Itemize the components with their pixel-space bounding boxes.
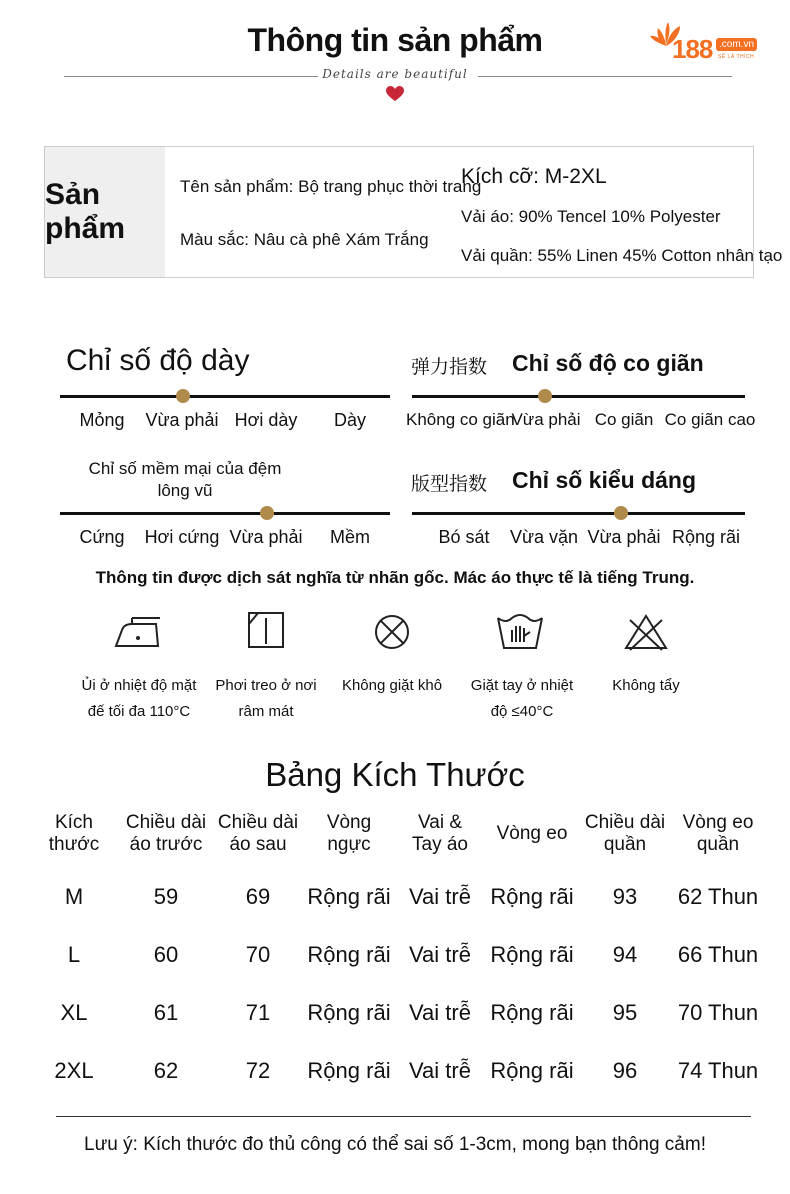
product-info-box	[44, 146, 783, 278]
translation-note: Thông tin được dịch sát nghĩa từ nhãn gốc. Mác áo thực tế là tiếng Trung.	[95, 568, 695, 587]
size-table-cell: M	[64, 884, 84, 909]
size-table-cell: Rộng rãi	[490, 884, 574, 909]
elasticity-tick: Vừa phải	[511, 410, 581, 429]
page-subtitle: Details are beautiful	[322, 67, 468, 81]
size-table-cell: 94	[612, 942, 638, 967]
iron-icon	[110, 612, 170, 652]
size-table-cell: Vai trễ	[409, 1058, 471, 1083]
hang-dry-shade-icon	[236, 610, 296, 650]
footnote: Lưu ý: Kích thước đo thủ công có thể sai số 1-3cm, mong bạn thông cảm!	[84, 1134, 706, 1155]
size-table-header: Chiều dài áo sau	[217, 812, 299, 855]
elasticity-scale-line	[412, 395, 745, 398]
softness-tick: Vừa phải	[229, 527, 303, 547]
size-table-header: Kích thước	[48, 812, 100, 855]
size-table-cell: 71	[245, 1000, 271, 1025]
size-table-cell: 95	[612, 1000, 638, 1025]
size-table-cell: Vai trễ	[409, 884, 471, 909]
logo-number: 188	[672, 34, 713, 64]
size-table-cell: Rộng rãi	[490, 1000, 574, 1025]
fit-cn-title: 版型指数	[411, 474, 488, 495]
size-table-header: Chiều dài áo trước	[125, 812, 207, 855]
fit-scale-line	[412, 512, 745, 515]
thickness-scale-marker	[176, 389, 190, 403]
size-table-cell: L	[67, 942, 81, 967]
size-table-cell: XL	[60, 1000, 88, 1025]
size-table-cell: 70 Thun	[677, 1000, 759, 1025]
size-table-cell: Rộng rãi	[490, 1058, 574, 1083]
elasticity-tick: Co giãn	[594, 410, 654, 429]
softness-tick: Mềm	[330, 527, 370, 547]
size-table-cell: 74 Thun	[677, 1058, 759, 1083]
heart-icon	[386, 86, 404, 107]
size-table-cell: Rộng rãi	[307, 1058, 391, 1083]
softness-scale-marker	[260, 506, 274, 520]
size-table-cell: 62	[153, 1058, 179, 1083]
care-label-hand-wash: Giặt tay ở nhiệt độ ≤40°C	[470, 677, 574, 720]
size-table-cell: 93	[612, 884, 638, 909]
size-table-header: Vòng eo quần	[682, 812, 754, 855]
size-table-cell: 66 Thun	[677, 942, 759, 967]
size-table-cell: 69	[245, 884, 271, 909]
fit-tick: Vừa vặn	[509, 527, 579, 547]
care-label-no-bleach: Không tẩy	[612, 677, 680, 694]
elasticity-tick: Không co giãn	[406, 410, 515, 429]
elasticity-scale-marker	[538, 389, 552, 403]
size-table-header: Vòng ngực	[326, 812, 372, 855]
size-table-cell: 2XL	[54, 1058, 94, 1083]
size-table-cell: 72	[245, 1058, 271, 1083]
product-bottom-fabric: Vải quần: 55% Linen 45% Cotton nhân tạo	[461, 246, 783, 265]
fit-tick: Bó sát	[438, 527, 490, 547]
softness-tick: Cứng	[79, 527, 125, 547]
size-table-header: Chiều dài quần	[584, 812, 666, 855]
size-table-header: Vai & Tay áo	[412, 812, 468, 855]
product-color: Màu sắc: Nâu cà phê Xám Trắng	[180, 230, 429, 249]
elasticity-tick: Co giãn cao	[664, 410, 756, 429]
hand-wash-icon	[490, 612, 550, 652]
size-table-cell: 62 Thun	[677, 884, 759, 909]
logo-tagline: SẼ LÀ THÍCH	[718, 54, 755, 60]
size-table-cell: Vai trễ	[409, 1000, 471, 1025]
size-table-cell: Rộng rãi	[307, 942, 391, 967]
size-table-cell: Rộng rãi	[307, 884, 391, 909]
softness-tick: Hơi cứng	[144, 527, 220, 547]
product-name: Tên sản phẩm: Bộ trang phục thời trang	[180, 177, 482, 196]
thickness-title: Chỉ số độ dày	[66, 344, 250, 377]
page-title: Thông tin sản phẩm	[247, 22, 543, 58]
logo-domain: .com.vn	[716, 38, 757, 51]
care-label-iron: Ủi ở nhiệt độ mặt đế tối đa 110°C	[81, 677, 197, 720]
care-label-hang-dry: Phơi treo ở nơi râm mát	[215, 677, 317, 720]
size-table-cell: Rộng rãi	[307, 1000, 391, 1025]
thickness-tick: Mỏng	[79, 410, 125, 430]
product-top-fabric: Vải áo: 90% Tencel 10% Polyester	[461, 207, 721, 226]
size-table-cell: 61	[153, 1000, 179, 1025]
thickness-tick: Vừa phải	[145, 410, 219, 430]
size-table-header: Vòng eo	[496, 823, 568, 844]
softness-scale-line	[60, 512, 390, 515]
size-table-title: Bảng Kích Thước	[265, 756, 525, 793]
fit-tick: Vừa phải	[587, 527, 661, 547]
product-size: Kích cỡ: M-2XL	[461, 165, 607, 188]
no-bleach-icon	[616, 612, 676, 652]
size-table-cell: 59	[153, 884, 179, 909]
size-table-cell: 70	[245, 942, 271, 967]
fit-tick: Rộng rãi	[671, 527, 741, 547]
no-dry-clean-icon	[362, 612, 422, 652]
fit-scale-marker	[614, 506, 628, 520]
size-table-cell: 60	[153, 942, 179, 967]
thickness-tick: Dày	[333, 410, 366, 430]
size-table-cell: 96	[612, 1058, 638, 1083]
table-bottom-divider	[56, 1116, 751, 1117]
softness-title: Chỉ số mềm mại của đệm lông vũ	[88, 459, 282, 500]
elasticity-cn-title: 弹力指数	[411, 357, 488, 378]
thickness-tick: Hơi dày	[234, 410, 298, 430]
product-label: Sản phẩm	[45, 147, 165, 277]
thickness-scale-line	[60, 395, 390, 398]
size-table-cell: Vai trễ	[409, 942, 471, 967]
size-table-cell: Rộng rãi	[490, 942, 574, 967]
elasticity-title: Chỉ số độ co giãn	[512, 350, 704, 376]
care-label-no-dry-clean: Không giặt khô	[341, 677, 443, 694]
fit-title: Chỉ số kiểu dáng	[512, 467, 697, 493]
